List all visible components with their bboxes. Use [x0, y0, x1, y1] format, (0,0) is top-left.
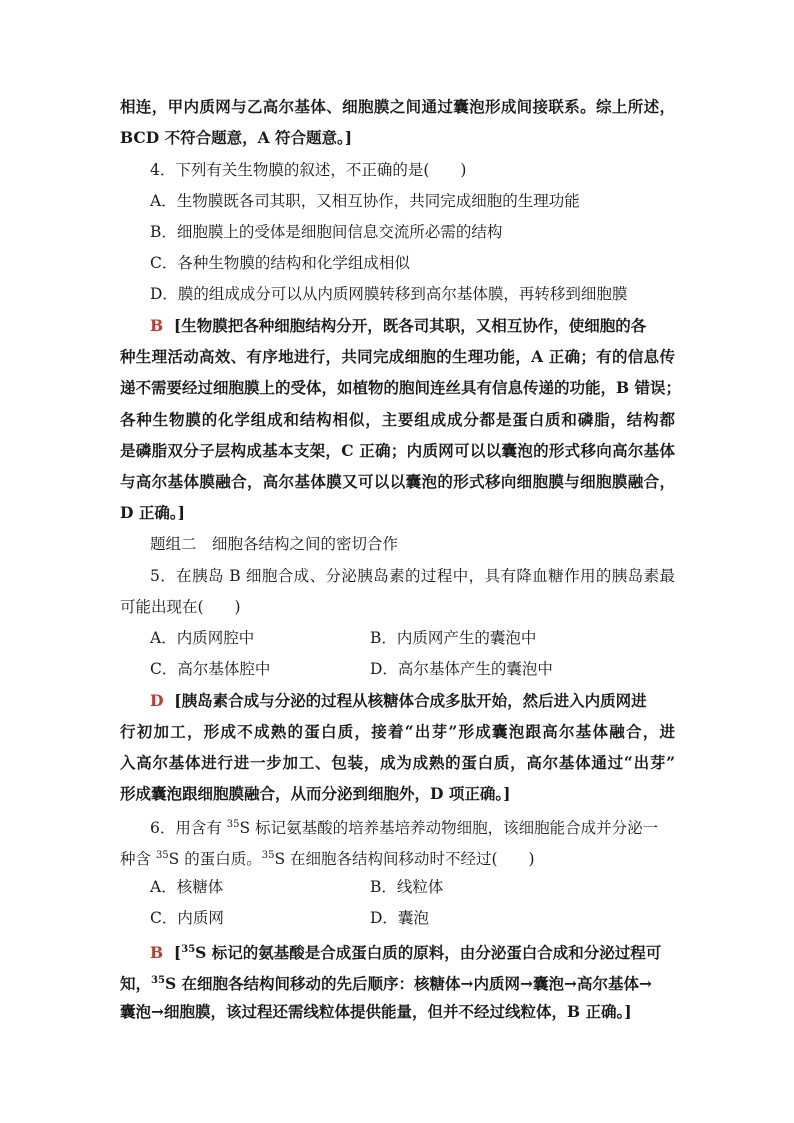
q5-option-c: C．高尔基体腔中 [150, 660, 271, 678]
prev-explanation-line2: BCD 不符合题意，A 符合题意。] [120, 128, 353, 147]
q5-answer: D [150, 691, 164, 710]
q6-stem-text-1b: S 标记氨基酸的培养基培养动物细胞，该细胞能合成并分泌一 [239, 819, 659, 837]
q5-explanation-line1 [150, 691, 675, 711]
q6-answer: B [150, 943, 164, 962]
q6-stem-text-2a: 种含 [120, 850, 156, 868]
q6-explanation-line2 [120, 971, 675, 994]
q5-stem-line2: 可能出现在( ) [120, 598, 241, 616]
q6-exp-text1: S 标记的氨基酸是合成蛋白质的原料，由分泌蛋白合成和分泌过程可 [195, 943, 662, 962]
q4-explanation-line5: 是磷脂双分子层构成基本支架，C 正确；内质网可以以囊泡的形式移向高尔基体 [120, 441, 675, 460]
q6-option-a: A．核糖体 [150, 878, 224, 896]
q6-exp-text2a: 知， [120, 974, 152, 993]
prev-explanation-line1: 相连，甲内质网与乙高尔基体、细胞膜之间通过囊泡形成间接联系。综上所述， [120, 97, 675, 116]
q4-option-b: B．细胞膜上的受体是细胞间信息交流所必需的结构 [150, 223, 503, 241]
q4-explanation-line2: 种生理活动高效、有序地进行，共同完成细胞的生理功能，A 正确；有的信息传 [120, 347, 675, 366]
q4-answer: B [150, 316, 164, 335]
q6-stem-text-2b: S 的蛋白质。 [168, 850, 262, 868]
q5-stem-line1: 5．在胰岛 B 细胞合成、分泌胰岛素的过程中，具有降血糖作用的胰岛素最 [150, 567, 675, 585]
q6-stem-line2 [120, 846, 675, 869]
q4-exp-text1: [生物膜把各种细胞结构分开，既各司其职，又相互协作，使细胞的各 [173, 316, 647, 335]
q6-option-d: D．囊泡 [370, 909, 429, 927]
q4-explanation-line7: D 正确。] [120, 503, 185, 522]
group-heading: 题组二 细胞各结构之间的密切合作 [150, 535, 399, 553]
q6-isotope-sup-3: 35 [261, 850, 275, 861]
q5-explanation-line2: 行初加工，形成不成熟的蛋白质，接着“出芽”形成囊泡跟高尔基体融合，进 [120, 722, 675, 741]
q6-isotope-sup-5: 35 [151, 975, 165, 986]
q5-exp-text1: [胰岛素合成与分泌的过程从核糖体合成多肽开始，然后进入内质网进 [174, 691, 647, 710]
q4-explanation-line6: 与高尔基体膜融合，高尔基体膜又可以以囊泡的形式移向细胞膜与细胞膜融合， [120, 472, 675, 491]
q4-explanation-line1 [150, 316, 675, 336]
q4-stem: 4．下列有关生物膜的叙述，不正确的是( ) [150, 161, 467, 179]
q6-exp-text2b: S 在细胞各结构间移动的先后顺序：核糖体→内质网→囊泡→高尔基体→ [164, 974, 652, 993]
q6-option-b: B．线粒体 [370, 878, 444, 896]
q5-option-a: A．内质网腔中 [150, 629, 255, 647]
q6-stem-text-2c: S 在细胞各结构间移动时不经过( ) [274, 850, 535, 868]
q6-isotope-sup-2: 35 [155, 850, 169, 861]
q6-explanation-line1 [150, 940, 675, 963]
q6-option-c: C．内质网 [150, 909, 224, 927]
q5-explanation-line4: 形成囊泡跟细胞膜融合，从而分泌到细胞外，D 项正确。] [120, 784, 511, 803]
q6-explanation-line3: 囊泡→细胞膜，该过程还需线粒体提供能量，但并不经过线粒体，B 正确。] [120, 1002, 632, 1021]
q6-exp-bracket: [ [173, 943, 182, 962]
q5-option-d: D．高尔基体产生的囊泡中 [370, 660, 553, 678]
q4-option-d: D．膜的组成成分可以从内质网膜转移到高尔基体膜，再转移到细胞膜 [150, 285, 628, 303]
q5-option-b: B．内质网产生的囊泡中 [370, 629, 537, 647]
q4-option-c: C．各种生物膜的结构和化学组成相似 [150, 254, 410, 272]
q6-isotope-sup-1: 35 [226, 819, 240, 830]
q4-explanation-line3: 递不需要经过细胞膜上的受体，如植物的胞间连丝具有信息传递的功能，B 错误； [120, 378, 681, 397]
q6-stem-line1 [150, 815, 675, 838]
q4-option-a: A．生物膜既各司其职，又相互协作，共同完成细胞的生理功能 [150, 192, 580, 210]
q6-stem-text-1a: 6．用含有 [150, 819, 227, 837]
q4-explanation-line4: 各种生物膜的化学组成和结构相似，主要组成成分都是蛋白质和磷脂，结构都 [120, 410, 675, 429]
q6-isotope-sup-4: 35 [181, 944, 196, 955]
q5-explanation-line3: 入高尔基体进行进一步加工、包装，成为成熟的蛋白质，高尔基体通过“出芽” [120, 753, 675, 772]
